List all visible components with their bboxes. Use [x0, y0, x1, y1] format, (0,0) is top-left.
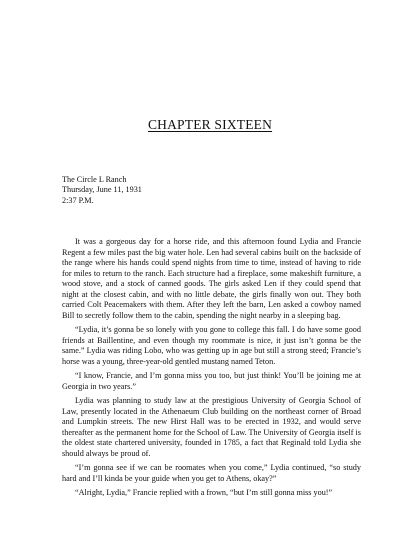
scene-date: Thursday, June 11, 1931 [62, 185, 142, 195]
paragraph: “Lydia, it’s gonna be so lonely with you gone to college this fall. I do have some good friends at Baillentine, and even though my roommate is nice, it just isn’t gonna be the same.” Lydia was riding Lobo, who was getting up in age but still a strong steed; Francie’s horse was a young, three-year-old gentled mustang named Teton. [62, 325, 361, 366]
chapter-title: CHAPTER SIXTEEN [147, 117, 273, 132]
chapter-body [62, 237, 361, 503]
scene-place: The Circle L Ranch [62, 175, 127, 184]
scene-time: 2:37 P.M. [62, 195, 94, 205]
paragraph: It was a gorgeous day for a horse ride, and this afternoon found Lydia and Francie Regent a few miles past the big water hole. Len had several cabins built on the backside of the range where his hands could spend nights from time to time, instead of having to ride for miles to return to the ranch. Each structure had a fireplace, some makeshift furniture, a wood stove, and a stock of canned goods. The girls asked Len if they could spend that night at the closest cabin, and with no little debate, the girls finally won out. They both carried Colt Peacemakers with them. After they left the barn, Len asked a cowboy named Bill to secretly follow them to the cabin, spending the night nearby in a sleeping bag. [62, 237, 361, 320]
paragraph: “I’m gonna see if we can be roomates when you come,” Lydia continued, “so study hard and I’ll kinda be your guide when you get to Athens, okay?” [62, 463, 361, 483]
paragraph: Lydia was planning to study law at the prestigious University of Georgia School of Law, presently located in the Athenaeum Club building on the northeast corner of Broad and Lumpkin streets. The new Hirst Hall was to be erected in 1932, and would serve thereafter as the permanent home for the School of Law. The University of Georgia itself is the oldest state chartered university, founded in 1785, a fact that Reginald told Lydia she should always be proud of. [62, 396, 361, 458]
scene-heading [62, 175, 142, 206]
paragraph: “Alright, Lydia,” Francie replied with a frown, “but I’m still gonna miss you!” [75, 488, 333, 497]
paragraph: “I know, Francie, and I’m gonna miss you too, but just think! You’ll be joining me at Georgia in two years.” [62, 371, 361, 391]
